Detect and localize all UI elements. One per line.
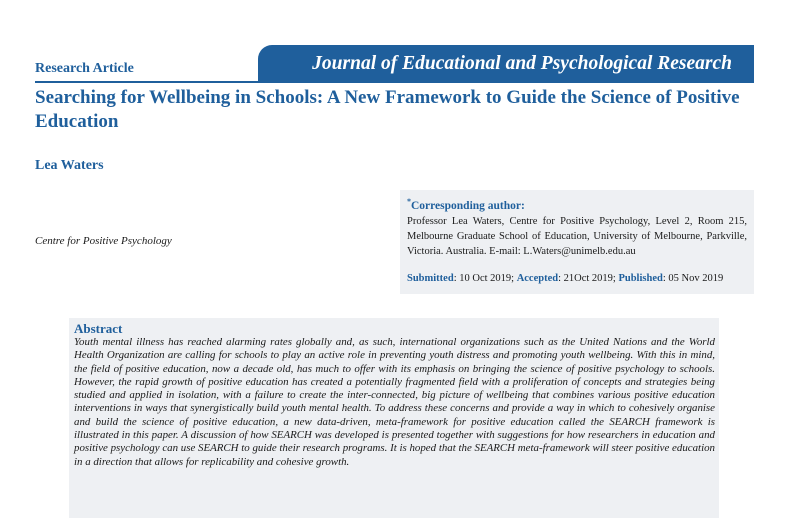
submitted-label: Submitted xyxy=(407,272,454,284)
corresponding-author-box xyxy=(400,190,754,294)
corresponding-heading-text: Corresponding author: xyxy=(411,199,525,212)
journal-banner xyxy=(258,45,754,83)
abstract-box xyxy=(69,318,719,518)
paper-title: Searching for Wellbeing in Schools: A New Framework to Guide the Science of Positive Education xyxy=(35,87,740,132)
corresponding-author-details: Professor Lea Waters, Centre for Positive Psychology, Level 2, Room 215, Melbourne Graduate School of Education, University of Melbourne, Parkville, Victoria. Australia. E-mail: L.Waters@unimelb.edu.au xyxy=(407,215,747,257)
journal-name: Journal of Educational and Psychological Research xyxy=(312,53,732,74)
accepted-label: Accepted xyxy=(516,272,559,284)
author-name: Lea Waters xyxy=(35,158,104,173)
accepted-date: : 21Oct 2019; xyxy=(558,272,619,284)
abstract-text: Youth mental illness has reached alarming rates globally and, as such, international organizations such as the United Nations and the World Health Organization are calling for schools to play an active role in preventing youth distress and promoting youth wellbeing. With this in mind, the field of positive education, now a decade old, has much to offer with its emphasis on bringing the science of positive psychology to schools. However, the rapid growth of positive education has created a potentially fragmented field with a proliferation of concepts and strategies being studied and applied in isolation, with a failure to create the inter-connected, big picture of wellbeing that combines various positive education interventions in ways that synergistically build youth mental health. To address these concerns and provide a way in which to cohesively organise and build the science of positive education, a new data-driven, meta-framework for positive education called the SEARCH framework is illustrated in this paper. A discussion of how SEARCH was developed is presented together with suggestions for how researchers in education and positive psychology can use SEARCH to guide their research programs. It is hoped that the SEARCH meta-framework will steer positive education in a direction that allows for replicability and cohesive growth. xyxy=(74,336,715,468)
published-date: : 05 Nov 2019 xyxy=(662,272,724,284)
article-type-label: Research Article xyxy=(35,61,134,76)
abstract-heading: Abstract xyxy=(74,321,123,336)
submitted-date: : 10 Oct 2019; xyxy=(453,272,517,284)
publication-dates xyxy=(407,273,747,284)
author-affiliation: Centre for Positive Psychology xyxy=(35,235,172,247)
corresponding-marker: * xyxy=(407,197,411,206)
published-label: Published xyxy=(618,272,663,284)
corresponding-author-heading xyxy=(407,195,747,213)
header-rule xyxy=(35,81,754,83)
